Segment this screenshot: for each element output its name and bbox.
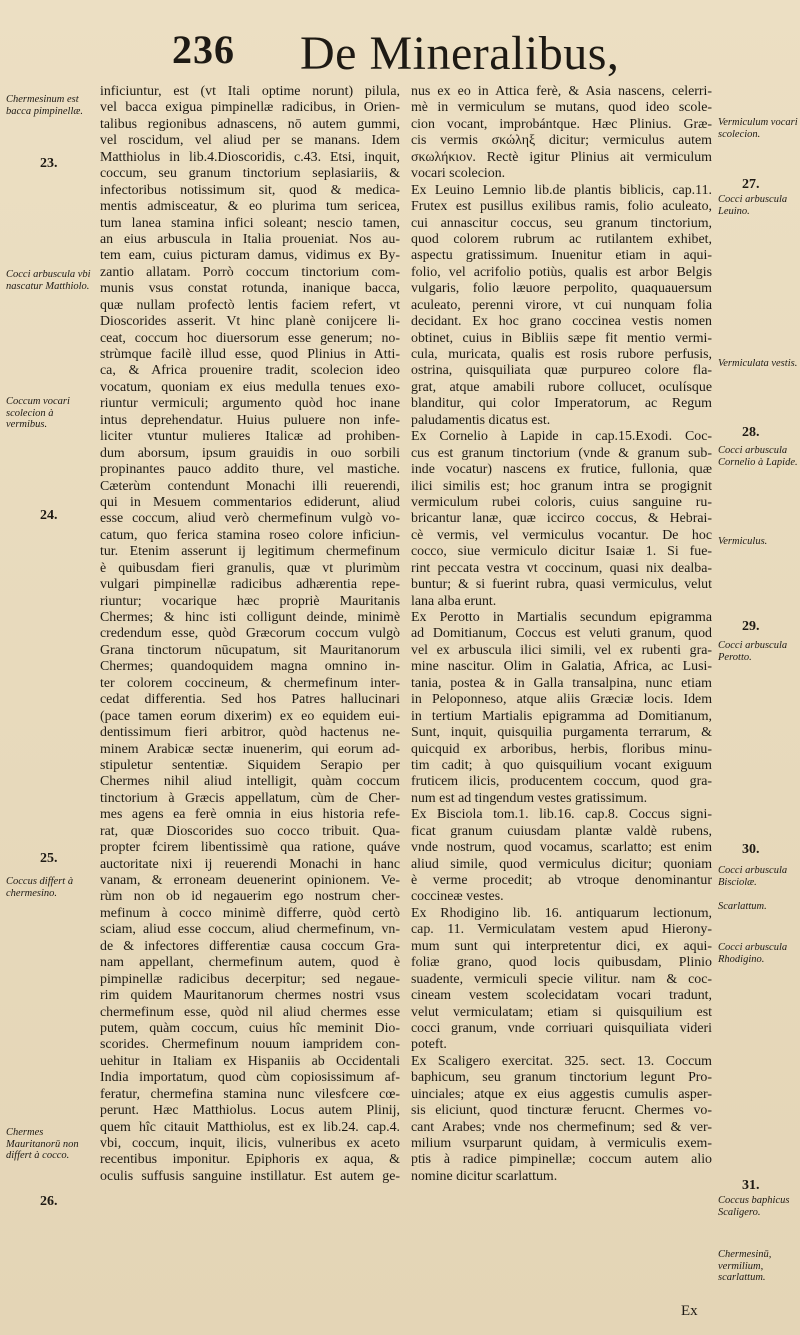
text-line: milium vsurparunt quidam, à vermiculis exem- xyxy=(411,1136,712,1151)
right-text-column xyxy=(411,84,712,1185)
text-line: blanditur, qui color Imperatorum, ac Regum xyxy=(411,396,712,412)
text-line: fruticem ilicis, producentem coccum, quod gra- xyxy=(411,774,712,790)
running-title: De Mineralibus, xyxy=(300,27,620,80)
text-line: inficiuntur, est (vt Itali optime norunt) pilula, xyxy=(100,84,400,99)
margin-note: Vermiculum vocari scolecion. xyxy=(718,117,798,140)
text-line: aliud simile, quod vermiculus dicitur; quoniam xyxy=(411,856,712,872)
text-line: qui in Mesuem commentarios ediderunt, aliud xyxy=(100,494,400,510)
text-line: folio, vel acrifolio potiùs, qualis est arbor Belgis xyxy=(411,264,712,280)
text-line: obtinet, cuius in Bibliis sæpe fit mentio vermi- xyxy=(411,330,712,346)
text-line: Matthiolus in lib.4.Dioscoridis, c.43. Etsi, inquit, xyxy=(100,149,400,165)
margin-note: Chermesinū, vermilium, scarlattum. xyxy=(718,1249,772,1283)
text-line: vocari scolecion. xyxy=(411,166,506,182)
text-line: credendum esse, quòd Græcorum coccum vulgò xyxy=(100,626,400,642)
text-line: riuntur; vocarique hæc propriè Mauritanis xyxy=(100,593,400,609)
text-line: cocci granum, vnde corriuari quisquiliata videri xyxy=(411,1020,712,1036)
text-line: rùm non ob id negauerim ego nostrum cher- xyxy=(100,889,400,905)
text-line: mes agens ea ferè omnia in eius historia refe- xyxy=(100,807,400,823)
text-line: pimpinellæ radicibus decerpitur; sed negaue- xyxy=(100,971,400,987)
text-line: mum sunt qui interpretentur dici, ex aqui- xyxy=(411,938,712,954)
text-line: vulgaris, folio læuore perpolito, quaquauersum xyxy=(411,281,712,297)
text-line: rint peccata vestra vt coccinum, quasi nix dealba- xyxy=(411,560,712,576)
text-line: vel roscidum, vel aliud per se manans. Idem xyxy=(100,133,400,149)
text-line: vanam, & erroneam deuenerint opinionem. Ve- xyxy=(100,873,400,888)
section-number: 29. xyxy=(742,619,760,634)
text-line: an eius arbuscula in Italia proueniat. Nos au- xyxy=(100,231,400,247)
text-line: tim cadit; à quo quisquilium vocant exiguum xyxy=(411,757,712,773)
text-line: quod colorem rubrum ac rutilantem exhibet, xyxy=(411,231,712,247)
text-line: velut vermiculatam; etiam si quisquilium est xyxy=(411,1004,712,1020)
margin-note: Cocci arbuscula Bisciolæ. xyxy=(718,865,788,888)
text-line: chermefinum esse, quòd nil aliud chermes esse xyxy=(100,1004,400,1020)
text-line: decidant. Ex hoc grano coccinea vestis nomen xyxy=(411,314,712,330)
text-line: è quibusdam fieri granulis, quæ vt plurimùm xyxy=(100,560,400,576)
text-line: Chermes nihil aliud intelligit, quàm coccum xyxy=(100,774,400,790)
text-line: suadente, vermiculi specie vilitur. nam & coc- xyxy=(411,971,712,987)
section-number: 24. xyxy=(40,508,58,523)
text-line: minem Arabicæ sectæ inuenerim, qui eorum ad- xyxy=(100,741,400,757)
text-line: poteft. xyxy=(411,1037,447,1053)
text-line: dum aborsum, ipsum grauidis in ouo sorbili xyxy=(100,445,400,461)
text-line: dentissimum fieri arbitror, quòd hactenus ne- xyxy=(100,725,400,741)
text-line: baphicum, seu granum tinctorium legunt Pro- xyxy=(411,1070,712,1086)
margin-note: Coccum vocari scolecion à vermibus. xyxy=(6,396,70,430)
text-line: mine nascitur. Olim in Galatia, Africa, ac Lusi- xyxy=(411,659,712,675)
section-number: 27. xyxy=(742,177,760,192)
text-line: in Peloponneso, atque aliis Græciæ locis. Idem xyxy=(411,692,712,708)
text-line: σκωλήκιον. Rectè igitur Plinius ait vermiculum xyxy=(411,149,712,165)
margin-note: Cocci arbuscula Cornelio à Lapide. xyxy=(718,445,798,468)
text-line: ilici similis est; hoc granum intra se progignit xyxy=(411,478,712,494)
text-line: mentis admisceatur, & eo plurima tum sericea, xyxy=(100,199,400,215)
text-line: Ex Bisciola tom.1. lib.16. cap.8. Coccus signi- xyxy=(411,807,712,823)
text-line: aculeato, perenni virore, vt cui nunquam folia xyxy=(411,297,712,313)
text-line: riuntur vermiculi; argumento quòd hoc inane xyxy=(100,396,400,412)
text-line: auctoritate nixi ij reuerendi Monachi in hanc xyxy=(100,856,400,872)
margin-note: Coccus baphicus Scaligero. xyxy=(718,1195,790,1218)
text-line: Dioscorides asserit. Vt hinc planè conijcere li- xyxy=(100,314,400,330)
text-line: sciam, aliud esse coccum, aliud chermefinum, vn- xyxy=(100,922,400,938)
text-line: Sunt, inquit, quisquilia purgamenta terrarum, & xyxy=(411,725,712,741)
text-line: cap. 11. Vermiculatam vestem apud Hierony- xyxy=(411,922,712,938)
margin-note: Cocci arbuscula vbi nascatur Matthiolo. xyxy=(6,269,91,292)
text-line: coccineæ vestes. xyxy=(411,889,504,905)
text-line: Ex Cornelio à Lapide in cap.15.Exodi. Coc- xyxy=(411,429,712,445)
text-line: propter fcirem libentissimè qua ratione, quáve xyxy=(100,840,400,856)
text-line: intus deprehendatur. Huius puluere non infe- xyxy=(100,412,400,428)
text-line: cineam vestem scolecidatam vocari tradunt, xyxy=(411,988,712,1004)
text-line: Ex Leuino Lemnio lib.de plantis biblicis, cap.11. xyxy=(411,182,712,198)
section-number: 30. xyxy=(742,842,760,857)
text-line: coccum, seu granum tinctorium seplasiariis, & xyxy=(100,166,400,182)
text-line: tur. Etenim asserunt ij legitimum chermefinum xyxy=(100,544,400,560)
text-line: num est ad tingendum vestes gratissimum. xyxy=(411,790,648,806)
section-number: 31. xyxy=(742,1178,760,1193)
text-line: cion vocant, improbántque. Hæc Plinius. Græ- xyxy=(411,116,712,132)
text-line: ca, & Africa prouenire tradit, scolecion ideo xyxy=(100,363,400,379)
text-line: paludamentis dicatus est. xyxy=(411,412,551,428)
text-line: ostrina, quisquiliata quæ purpureo colore fla- xyxy=(411,363,712,379)
page-number: 236 xyxy=(172,27,235,72)
text-line: propinantes pauco addito thure, vel mastiche. xyxy=(100,462,400,478)
text-line: cui annascitur coccus, seu granum tinctorium, xyxy=(411,215,712,231)
text-line: Ex Perotto in Martialis secundum epigramma xyxy=(411,610,712,625)
text-line: foliæ grano, quod locis quibusdam, Plinio xyxy=(411,955,712,971)
text-line: esse coccum, aliud verò chermefinum vulgò vo- xyxy=(100,511,400,527)
text-line: cè vermis, vel vermiculus vocantur. De hoc xyxy=(411,527,712,543)
text-line: inde vocatur) nascens ex frutice, fullonia, quæ xyxy=(411,462,712,478)
text-line: zantio allatam. Porrò coccum tinctorium com- xyxy=(100,264,400,280)
text-line: lana alba erunt. xyxy=(411,593,497,609)
margin-note: Coccus differt à chermesino. xyxy=(6,876,74,899)
text-line: uinciales; atque ex eius aggestis cumulis asper- xyxy=(411,1086,712,1102)
text-line: tem eam, cuius picturam damus, vidimus ex By- xyxy=(100,248,400,264)
left-text-column xyxy=(100,84,400,1185)
text-line: ad Domitianum, Coccus est veluti granum, quod xyxy=(411,626,712,642)
text-line: vulgari pimpinellæ radicibus adhærentia repe- xyxy=(100,577,400,593)
text-line: feratur, chermefina stamina nunc vilesfcere cœ- xyxy=(100,1086,400,1102)
catchword: Ex xyxy=(681,1303,698,1319)
text-line: munis vsus constat rotunda, inanique bacca, xyxy=(100,281,400,297)
text-line: strùmque facilè illud esse, quod Plinius in Atti- xyxy=(100,347,400,362)
text-line: tania, postea & in Galla transalpina, nunc etiam xyxy=(411,675,712,691)
text-line: ceat, coccum hoc diuersorum esse generum; no- xyxy=(100,330,400,346)
text-line: vocatum, quoniam ex eius medulla tenues exo- xyxy=(100,379,400,395)
text-line: de & infectores differentiæ causa coccum Gra- xyxy=(100,938,400,954)
text-line: vermiculum rubei coloris, cuius sanguine ru- xyxy=(411,494,712,510)
text-line: cedat differentia. Sed hos Patres hallucinari xyxy=(100,692,400,708)
text-line: tinctorium à Græcis appellatum, cùm de Cher- xyxy=(100,790,400,806)
text-line: in tertium Martialis epigramma ad Domitianum, xyxy=(411,708,712,724)
text-line: cus est granum tinctorium (vnde & granum sub- xyxy=(411,445,712,461)
text-line: India importatum, quod cùm copiosissimum af- xyxy=(100,1070,400,1086)
text-line: oculis suffusis sanguine instillatur. Est autem ge- xyxy=(100,1168,400,1184)
margin-note: Cocci arbuscula Rhodigino. xyxy=(718,942,788,965)
text-line: rim quidem Mauritanorum chermes nostri vsus xyxy=(100,988,400,1004)
text-line: quicquid ex arboribus, herbis, floribus minu- xyxy=(411,741,712,757)
text-line: stipuletur sententiæ. Siquidem Serapio per xyxy=(100,757,400,773)
text-line: (pace tamen eorum dixerim) ex eo equidem eui- xyxy=(100,708,400,724)
text-line: perunt. Hæc Matthiolus. Locus autem Plinij, xyxy=(100,1103,400,1119)
text-line: sis eliciunt, quod tincturæ ferucnt. Chermes vo- xyxy=(411,1103,712,1119)
text-line: nam appellant, chermefinum autem, quod è xyxy=(100,955,400,971)
margin-note: Chermes Mauritanorū non differt à cocco. xyxy=(6,1127,79,1161)
text-line: Ex Rhodigino lib. 16. antiquarum lectionum, xyxy=(411,905,712,921)
text-line: Chermes; & hinc isti colligunt deinde, minimè xyxy=(100,610,400,625)
text-line: catum, quo ferica stamina roseo colore inficiun- xyxy=(100,527,400,543)
text-line: Frutex est pusillus exilibus ramis, folio aculeato, xyxy=(411,199,712,215)
text-line: infectoribus notissimum sit, quod & medica- xyxy=(100,182,400,198)
text-line: Chermes; quandoquidem magna omnino in- xyxy=(100,659,400,675)
text-line: vel ex arbuscula ilici simili, vel ex rubenti gra- xyxy=(411,642,712,658)
text-line: recentibus imponitur. Epiphoris ex aqua, & xyxy=(100,1152,400,1168)
text-line: bricantur lanæ, quæ iccirco coccus, & Hebrai- xyxy=(411,511,712,527)
text-line: è verme procedit; ab vtroque denominantur xyxy=(411,873,712,888)
margin-note: Scarlattum. xyxy=(718,901,767,912)
text-line: quæ nullam profectò lentis faciem refert, vt xyxy=(100,297,400,313)
margin-note: Cocci arbuscula Leuino. xyxy=(718,194,788,217)
text-line: cocco, siue vermiculo dicitur Isaiæ 1. Si fue- xyxy=(411,544,712,560)
text-line: talibus regionibus adnascens, nō autem gummi, xyxy=(100,116,400,132)
text-line: tum lanea stamina infici soleant; nescio tamen, xyxy=(100,215,400,231)
margin-note: Chermesinum est bacca pimpinellæ. xyxy=(6,94,83,117)
margin-note: Vermiculus. xyxy=(718,536,768,547)
margin-note: Cocci arbuscula Perotto. xyxy=(718,640,788,663)
text-line: vel bacca exigua pimpinellæ radicibus, in Orien- xyxy=(100,100,400,116)
section-number: 28. xyxy=(742,425,760,440)
text-line: cis vermis σκώληξ dicitur; vermiculus autem xyxy=(411,133,712,149)
text-line: uehitur in Italiam ex Hispaniis ab Occidentali xyxy=(100,1053,400,1069)
text-line: putem, quàm coccum, cuius hîc meminit Dio- xyxy=(100,1020,400,1036)
section-number: 25. xyxy=(40,851,58,866)
text-line: rat, quæ Dioscorides suo cocco tribuit. Qua- xyxy=(100,823,400,839)
text-line: Ex Scaligero exercitat. 325. sect. 13. Coccum xyxy=(411,1053,712,1069)
text-line: ter colorem coccineum, & chermefinum inter- xyxy=(100,675,400,691)
text-line: scorides. Chermefinum nouum iampridem con- xyxy=(100,1037,400,1053)
text-line: vbi, coccum, inquit, ilicis, vulneribus ex aceto xyxy=(100,1136,400,1151)
text-line: mè in vermiculum se mutans, quod ideo scole- xyxy=(411,100,712,116)
section-number: 23. xyxy=(40,156,58,171)
margin-note: Vermiculata vestis. xyxy=(718,358,798,369)
text-line: buntur; & si fuerint rubra, quasi vermiculus, velut xyxy=(411,577,712,593)
text-line: ptis à radice pimpinellæ; coccum autem alio xyxy=(411,1152,712,1168)
text-line: aspectu gratissimum. Inuenitur etiam in aqui- xyxy=(411,248,712,264)
text-line: cula, muricata, qualis est rosis rubore perfusis, xyxy=(411,347,712,362)
text-line: ficat granum cuiusdam plantæ valdè rubens, xyxy=(411,823,712,839)
text-line: cant Arabes; vnde nos chermefinum; sed & ver- xyxy=(411,1119,712,1135)
section-number: 26. xyxy=(40,1194,58,1209)
text-line: vnde nostrum, quod vocamus, scarlatto; est enim xyxy=(411,840,712,856)
text-line: quem hîc citauit Matthiolus, est ex lib.24. cap.4. xyxy=(100,1119,400,1135)
text-line: liciter vtuntur mulieres Italicæ ad prohiben- xyxy=(100,429,400,445)
text-line: nomine dicitur scarlattum. xyxy=(411,1168,558,1184)
text-line: grat, atque amabili rubore collucet, oculísque xyxy=(411,379,712,395)
text-line: Grana tinctorum nūcupatum, sit Mauritanorum xyxy=(100,642,400,658)
text-line: mefinum à cocco minimè differre, quòd certò xyxy=(100,905,400,921)
text-line: nus ex eo in Attica ferè, & Asia nascens, celerri- xyxy=(411,84,712,99)
text-line: Cæterùm contendunt Monachi illi reuerendi, xyxy=(100,478,400,494)
